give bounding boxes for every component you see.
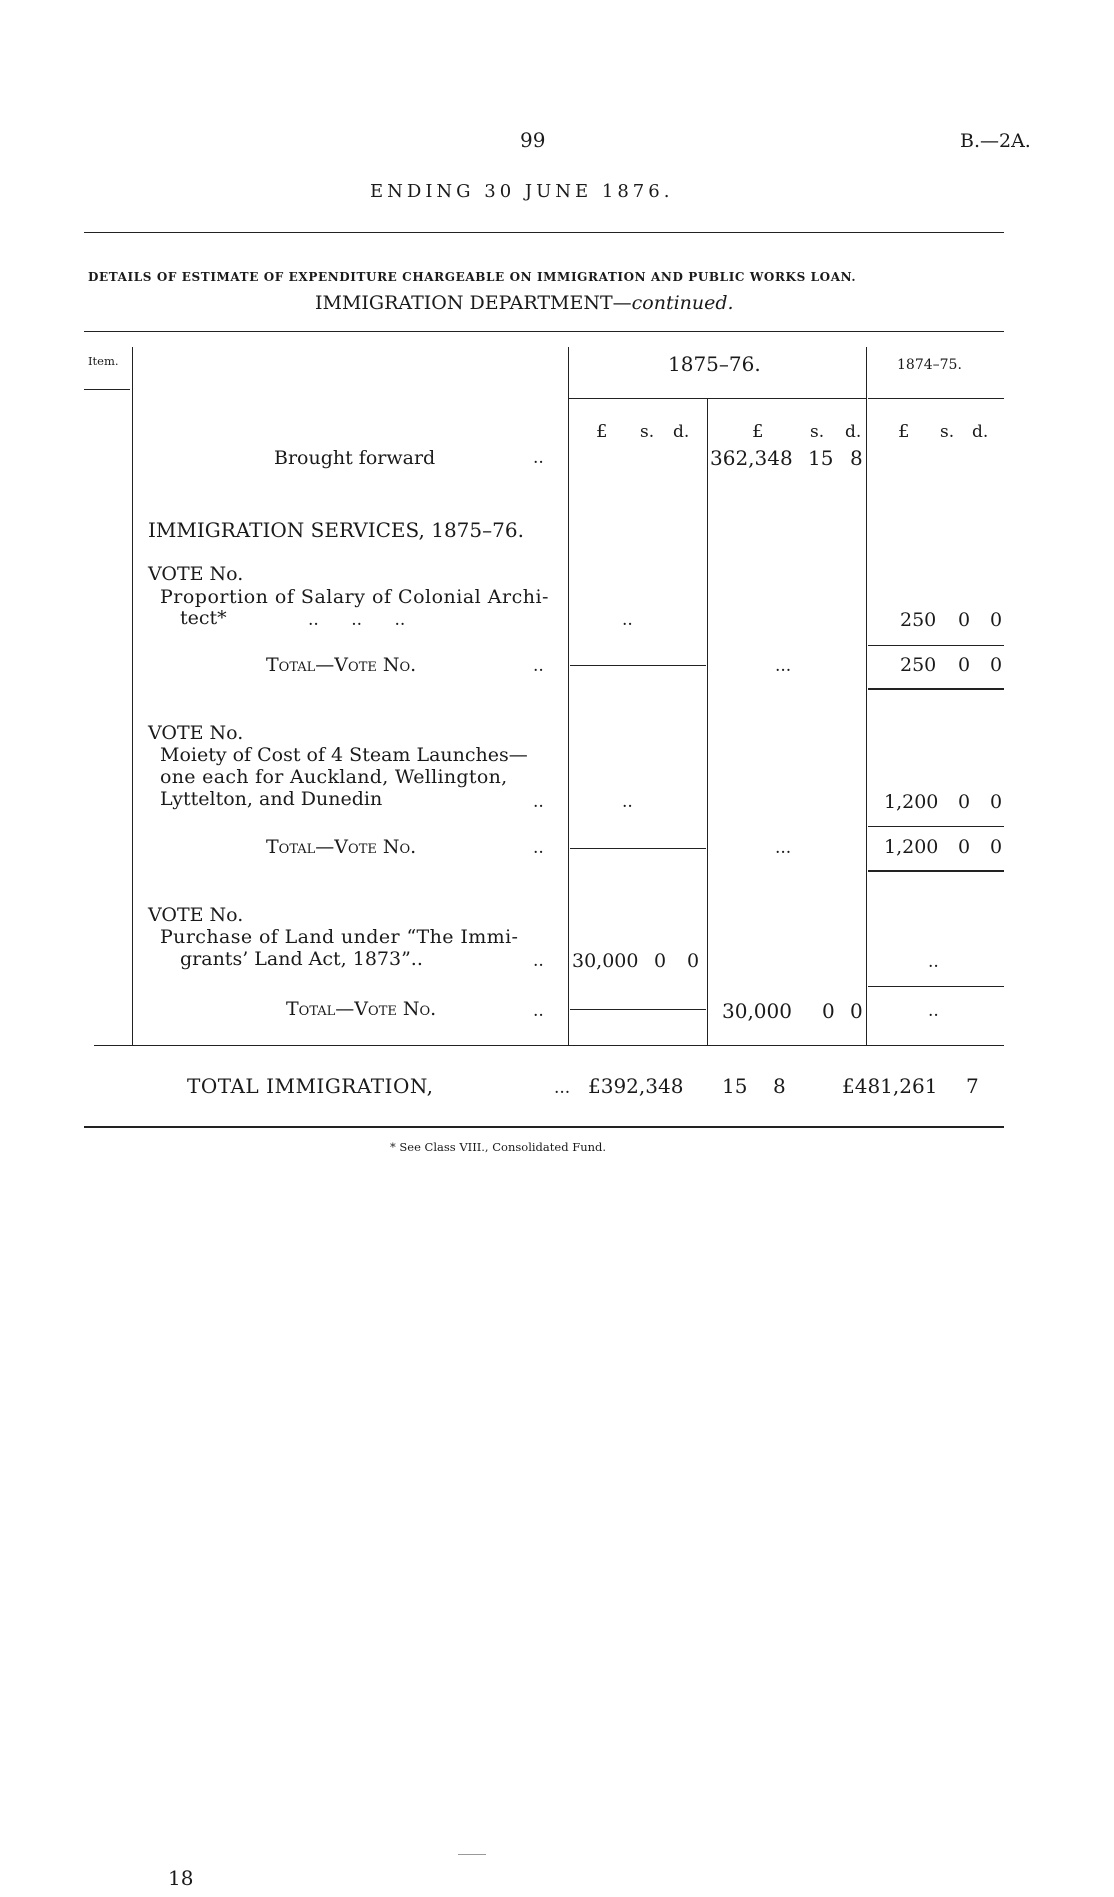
vote-1-desc-dots: .. .. ..	[308, 610, 406, 630]
vote-2-total-col2: ...	[775, 838, 792, 858]
brought-forward-dots: ..	[533, 448, 544, 468]
grand-total-current-d: 8	[773, 1074, 786, 1098]
vote-3-total-pounds: 30,000	[722, 999, 792, 1023]
vote-3-col1-d: 0	[687, 950, 700, 972]
table-top-rule	[84, 331, 1004, 332]
vote-3-total-prev-dots: ..	[928, 1001, 939, 1021]
vote-3-desc-dots: ..	[533, 951, 544, 971]
department-name: IMMIGRATION DEPARTMENT—	[315, 292, 632, 314]
unit-s-col2: s.	[810, 422, 825, 442]
vote-2-total-dots: ..	[533, 838, 544, 858]
brought-forward-label: Brought forward	[274, 447, 436, 469]
unit-d-col3: d.	[972, 422, 989, 442]
total-bottom-rule	[84, 1126, 1004, 1128]
vote-2-prev-d: 0	[990, 791, 1003, 813]
col1-divider	[568, 347, 569, 1045]
brought-forward-d: 8	[850, 446, 863, 470]
vote-1-total-prev-d: 0	[990, 654, 1003, 676]
item-col-divider	[132, 347, 133, 1045]
section-heading: IMMIGRATION SERVICES, 1875–76.	[148, 518, 524, 542]
vote-3-total-d: 0	[850, 999, 863, 1023]
unit-pound-col2: £	[752, 421, 764, 442]
footnote: * See Class VIII., Consolidated Fund.	[390, 1140, 607, 1154]
grand-total-current: £392,348	[588, 1074, 684, 1098]
unit-d-col2: d.	[845, 422, 862, 442]
header-rule	[84, 232, 1004, 233]
vote-3-prev-dots: ..	[928, 952, 939, 972]
vote-1-total-col2: ...	[775, 656, 792, 676]
vote-1-desc-line-2: tect*	[180, 607, 227, 629]
grand-total-label: TOTAL IMMIGRATION,	[187, 1074, 434, 1098]
vote-2-total-prev-d: 0	[990, 836, 1003, 858]
vote-1-prev-s: 0	[958, 609, 971, 631]
vote-2-col1-dots: ..	[622, 792, 633, 812]
footer-mark	[458, 1854, 486, 1855]
vote-3-total-dots: ..	[533, 1001, 544, 1021]
table-bottom-rule	[94, 1045, 1004, 1046]
vote-1-total-label: Total—Vote No.	[266, 654, 417, 676]
col2-divider	[707, 398, 708, 1045]
col3-divider	[866, 347, 867, 1045]
vote-2-prev-subtotal-rule	[868, 826, 1004, 827]
vote-3-total-s: 0	[822, 999, 835, 1023]
vote-1-prev-pounds: 250	[900, 609, 937, 631]
vote-2-desc-line-3: Lyttelton, and Dunedin	[160, 788, 383, 810]
vote-2-prev-pounds: 1,200	[884, 791, 939, 813]
vote-2-desc-line-2: one each for Auckland, Wellington,	[160, 766, 508, 788]
unit-d-col1: d.	[673, 422, 690, 442]
page-number: 99	[520, 128, 546, 152]
department-suffix: continued.	[631, 292, 734, 314]
vote-3-col1-total-rule	[570, 1009, 706, 1010]
vote-1-total-prev-s: 0	[958, 654, 971, 676]
item-col-header: Item.	[88, 354, 119, 368]
unit-s-col1: s.	[640, 422, 655, 442]
vote-2-desc-line-1: Moiety of Cost of 4 Steam Launches—	[160, 744, 528, 766]
vote-1-prev-total-rule	[868, 688, 1004, 690]
vote-3-prev-subtotal-rule	[868, 986, 1004, 987]
grand-total-previous-s: 7	[966, 1074, 979, 1098]
estimate-title: DETAILS OF ESTIMATE OF EXPENDITURE CHARGEABLE ON IMMIGRATION AND PUBLIC WORKS LOAN.	[88, 270, 857, 284]
vote-2-total-prev-pounds: 1,200	[884, 836, 939, 858]
unit-s-col3: s.	[940, 422, 955, 442]
vote-1-prev-d: 0	[990, 609, 1003, 631]
brought-forward-s: 15	[808, 446, 834, 470]
vote-2-total-prev-s: 0	[958, 836, 971, 858]
department-title	[315, 292, 734, 314]
vote-1-col1-dots: ..	[622, 610, 633, 630]
sheet-number: 18	[168, 1866, 194, 1890]
grand-total-current-s: 15	[722, 1074, 748, 1098]
item-header-rule	[84, 389, 130, 390]
grand-total-previous: £481,261	[842, 1074, 938, 1098]
unit-pound-col1: £	[596, 421, 608, 442]
grand-total-dots: ...	[554, 1078, 571, 1098]
year-previous-header: 1874–75.	[897, 357, 962, 373]
vote-2-col1-total-rule	[570, 848, 706, 849]
vote-1-heading: VOTE No.	[148, 563, 244, 585]
vote-1-col1-total-rule	[570, 665, 706, 666]
year-header-rule	[568, 398, 866, 399]
vote-1-total-prev-pounds: 250	[900, 654, 937, 676]
vote-3-heading: VOTE No.	[148, 904, 244, 926]
vote-2-heading: VOTE No.	[148, 722, 244, 744]
vote-3-col1-s: 0	[654, 950, 667, 972]
vote-2-desc-dots: ..	[533, 792, 544, 812]
vote-3-total-label: Total—Vote No.	[286, 998, 437, 1020]
vote-1-desc-line-1: Proportion of Salary of Colonial Archi-	[160, 586, 549, 608]
vote-3-desc-line-2: grants’ Land Act, 1873”..	[180, 948, 423, 970]
ending-line: ENDING 30 JUNE 1876.	[370, 181, 674, 202]
year-current-header: 1875–76.	[668, 352, 761, 376]
vote-1-prev-subtotal-rule	[868, 645, 1004, 646]
year-prev-header-rule	[868, 398, 1004, 399]
unit-pound-col3: £	[898, 421, 910, 442]
vote-3-desc-line-1: Purchase of Land under “The Immi-	[160, 926, 519, 948]
brought-forward-pounds: 362,348	[710, 446, 793, 470]
report-code: B.—2A.	[960, 130, 1031, 152]
vote-3-col1-pounds: 30,000	[572, 950, 639, 972]
vote-2-prev-s: 0	[958, 791, 971, 813]
vote-2-prev-total-rule	[868, 870, 1004, 872]
vote-1-total-dots: ..	[533, 656, 544, 676]
vote-2-total-label: Total—Vote No.	[266, 836, 417, 858]
